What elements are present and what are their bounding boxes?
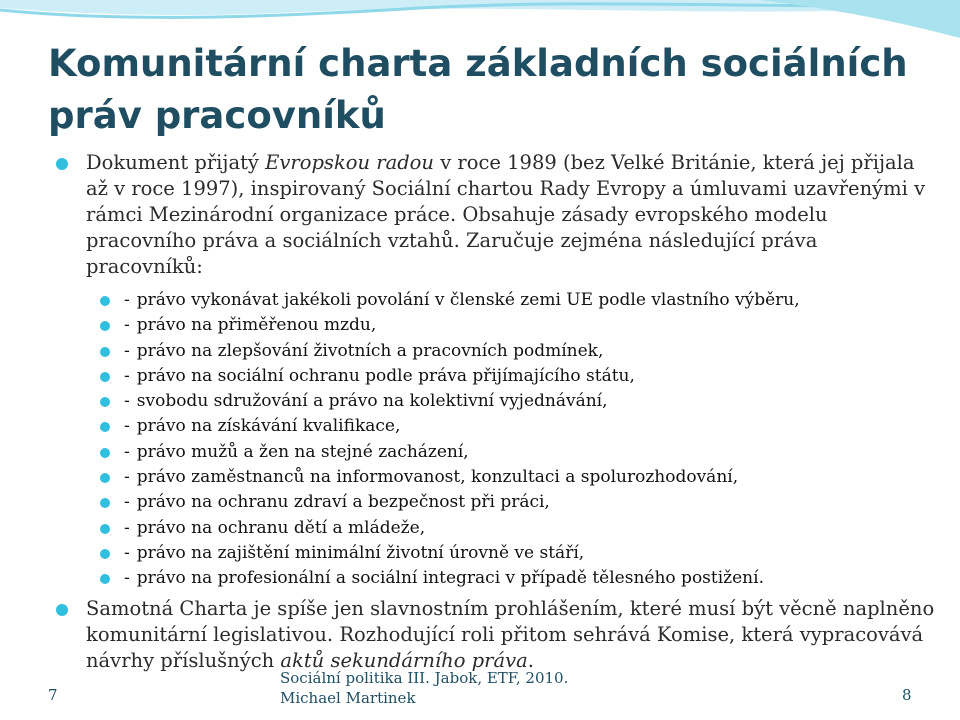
footer-text — [280, 668, 568, 708]
intro-paragraph — [56, 150, 936, 280]
right-text: právo vykonávat jakékoli povolání v členské zemi UE podle vlastního výběru, — [136, 290, 800, 310]
right-text: právo na zlepšování životních a pracovních podmínek, — [136, 340, 604, 361]
right-text: právo na ochranu zdraví a bezpečnost při práci, — [136, 492, 550, 513]
list-item — [56, 541, 936, 566]
closing-paragraph — [56, 596, 936, 674]
dash: - — [124, 391, 130, 412]
right-text: právo na přiměřenou mzdu, — [136, 315, 377, 336]
right-text: právo na sociální ochranu podle práva přijímajícího státu, — [136, 365, 635, 386]
right-text: právo na ochranu dětí a mládeže, — [136, 517, 426, 538]
dash: - — [124, 517, 130, 538]
slide-body — [56, 150, 936, 674]
dash: - — [124, 441, 130, 462]
list-item — [56, 364, 936, 389]
list-item — [56, 414, 936, 439]
dash: - — [124, 365, 130, 386]
slide-title: Komunitární charta základních sociálních práv pracovníků — [48, 42, 908, 137]
right-text: právo na profesionální a sociální integraci v případě tělesného postižení. — [136, 568, 764, 589]
right-text: právo zaměstnanců na informovanost, konzultaci a spolurozhodování, — [136, 467, 739, 488]
intro-italic: Evropskou radou — [265, 151, 434, 174]
dash: - — [124, 416, 130, 437]
right-text: právo na zajištění minimální životní úrovně ve stáří, — [136, 542, 585, 563]
list-item — [56, 566, 936, 591]
footer-left-number: 7 — [48, 686, 58, 704]
list-item — [56, 339, 936, 364]
closing-text-1: Samotná Charta je spíše jen slavnostním prohlášením, které musí být věcně naplněno komunitární legislativou. Rozhodující roli přitom sehrává Komise, která vypracovává návrhy příslušných — [86, 596, 935, 672]
right-text: právo na získávání kvalifikace, — [136, 416, 401, 437]
list-item — [56, 465, 936, 490]
list-item — [56, 516, 936, 541]
list-item — [56, 288, 936, 313]
list-item — [56, 440, 936, 465]
dash: - — [124, 542, 130, 563]
right-text: právo mužů a žen na stejné zacházení, — [136, 441, 469, 462]
dash: - — [124, 568, 130, 589]
rights-list — [56, 288, 936, 592]
dash: - — [124, 315, 130, 336]
dash: - — [124, 492, 130, 513]
intro-text-1: Dokument přijatý — [86, 151, 266, 174]
intro-text-2: v roce 1989 (bez Velké Británie, která jej přijala až v roce 1997), inspirovaný Sociální chartou Rady Evropy a úmluvami uzavřenými v rámci Mezinárodní organizace práce. Obsahuje zásady evropského modelu pracovního práva a sociálních vztahů. Zaručuje zejména následující práva pracovníků: — [86, 151, 926, 278]
list-item — [56, 490, 936, 515]
closing-italic: aktů sekundárního práva — [280, 648, 528, 672]
dash: - — [124, 290, 130, 310]
footer-line-1: Sociální politika III. Jabok, ETF, 2010. — [280, 669, 569, 687]
closing-text-2: . — [527, 648, 534, 672]
dash: - — [124, 340, 130, 361]
page-number: 8 — [902, 686, 912, 704]
right-text: svobodu sdružování a právo na kolektivní vyjednávání, — [136, 391, 608, 412]
list-item — [56, 389, 936, 414]
dash: - — [124, 467, 130, 488]
footer-line-2: Michael Martinek — [280, 689, 416, 707]
list-item — [56, 313, 936, 338]
